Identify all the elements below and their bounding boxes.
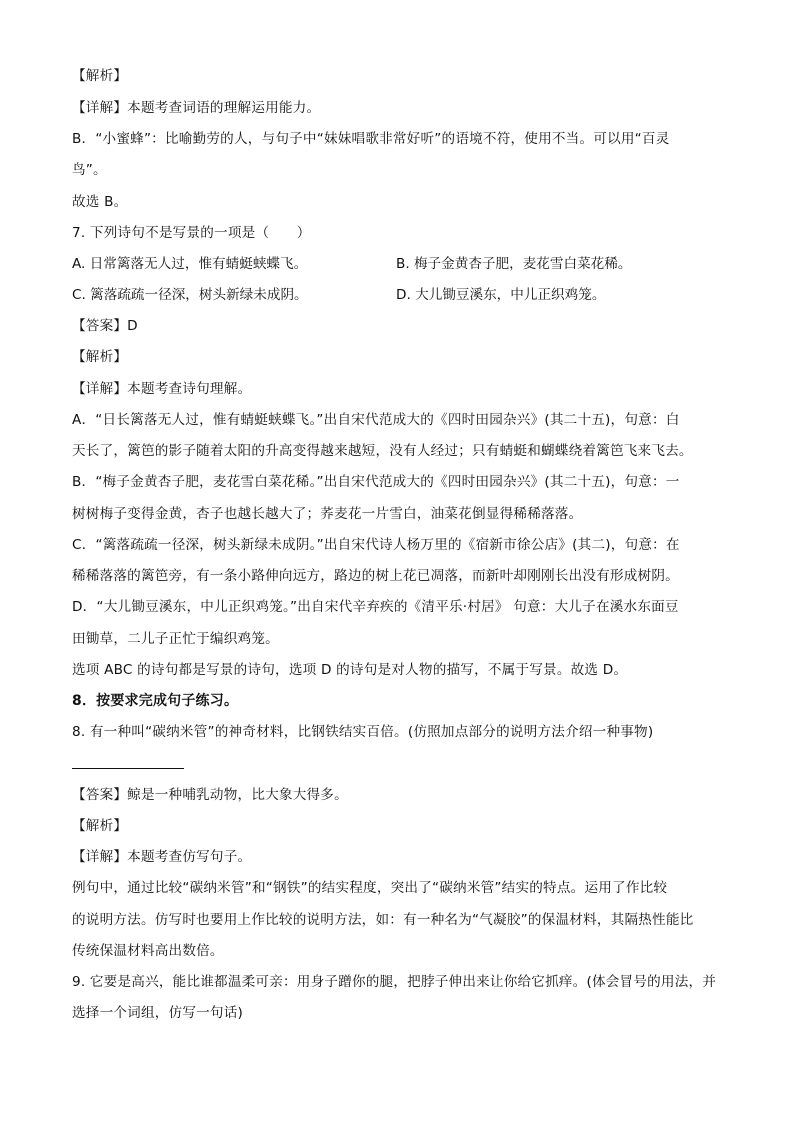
analysis-heading: 【解析】 (72, 818, 128, 834)
explanation-line: 【详解】本题考查仿写句子。 (72, 849, 252, 865)
option-a: A. 日常篱落无人过，惟有蜻蜓蛱蝶飞。 (72, 256, 308, 272)
explanation-line: B．“小蜜蜂”：比喻勤劳的人，与句子中“妹妹唱歌非常好听”的语境不符，使用不当。可以用“百灵 (72, 131, 670, 147)
explanation-line: 传统保温材料高出数倍。 (72, 943, 224, 959)
explanation-line: 树树梅子变得金黄，杏子也越长越大了；荞麦花一片雪白，油菜花倒显得稀稀落落。 (72, 506, 583, 522)
explanation-line: 【详解】本题考查词语的理解运用能力。 (72, 100, 321, 116)
explanation-line: 天长了，篱笆的影子随着太阳的升高变得越来越短，没有人经过；只有蜻蜓和蝴蝶绕着篱笆飞来飞去。 (72, 443, 693, 459)
explanation-line: 例句中，通过比较“碳纳米管”和“钢铁”的结实程度，突出了“碳纳米管”结实的特点。运用了作比较 (72, 880, 668, 896)
question-8: 8. 有一种叫“碳纳米管”的神奇材料，比钢铁结实百倍。(仿照加点部分的说明方法介绍一种事物) (72, 724, 654, 740)
explanation-line: 稀稀落落的篱笆旁，有一条小路伸向远方，路边的树上花已凋落，而新叶却刚刚长出没有形成树阴。 (72, 568, 679, 584)
question-9: 9. 它要是高兴，能比谁都温柔可亲：用身子蹭你的腿，把脖子伸出来让你给它抓痒。(体会冒号的用法，并 (72, 974, 717, 990)
explanation-line: A．“日长篱落无人过，惟有蜻蜓蛱蝶飞。”出自宋代范成大的《四时田园杂兴》(其二十五)，句意：白 (72, 412, 680, 428)
question-9-continued: 选择一个词组，仿写一句话) (72, 1005, 244, 1021)
explanation-line: 鸟”。 (72, 162, 107, 178)
analysis-heading: 【解析】 (72, 68, 128, 84)
explanation-line: B．“梅子金黄杏子肥，麦花雪白菜花稀。”出自宋代范成大的《四时田园杂兴》(其二十五)，句意：一 (72, 474, 680, 490)
answer-line: 【答案】鲸是一种哺乳动物，比大象大得多。 (72, 787, 348, 803)
explanation-line: D．“大儿锄豆溪东，中儿正织鸡笼。”出自宋代辛弃疾的《清平乐·村居》 句意：大儿子在溪水东面豆 (72, 599, 679, 615)
analysis-heading: 【解析】 (72, 349, 128, 365)
option-b: B. 梅子金黄杏子肥，麦花雪白菜花稀。 (396, 256, 632, 272)
section-heading: 8．按要求完成句子练习。 (72, 693, 239, 709)
explanation-line: 田锄草，二儿子正忙于编织鸡笼。 (72, 631, 279, 647)
conclusion-line: 故选 B。 (72, 194, 128, 210)
conclusion-line: 选项 ABC 的诗句都是写景的诗句，选项 D 的诗句是对人物的描写，不属于写景。故选 D。 (72, 662, 628, 678)
option-c: C. 篱落疏疏一径深，树头新绿未成阴。 (72, 287, 308, 303)
explanation-line: 【详解】本题考查诗句理解。 (72, 381, 252, 397)
explanation-line: 的说明方法。仿写时也要用上作比较的说明方法，如：有一种名为“气凝胶”的保温材料，其隔热性能比 (72, 912, 694, 928)
answer-line: 【答案】D (72, 318, 138, 334)
explanation-line: C．“篱落疏疏一径深，树头新绿未成阴。”出自宋代诗人杨万里的《宿新市徐公店》(其二)，句意：在 (72, 537, 680, 553)
question-7: 7. 下列诗句不是写景的一项是（ ） (72, 225, 311, 241)
answer-blank (72, 768, 184, 769)
option-d: D. 大儿锄豆溪东，中儿正织鸡笼。 (396, 287, 606, 303)
